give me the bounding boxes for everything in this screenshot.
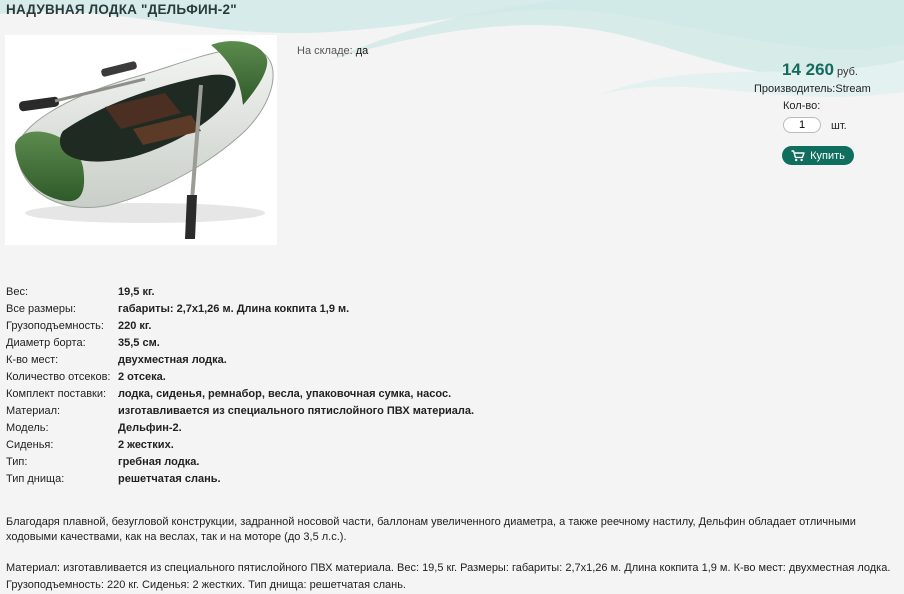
spec-key: Модель: xyxy=(6,421,49,434)
quantity-input[interactable] xyxy=(783,117,821,133)
spec-key: К-во мест: xyxy=(6,353,59,366)
spec-value: гребная лодка. xyxy=(118,455,200,468)
spec-key: Сиденья: xyxy=(6,438,54,451)
stock-value: да xyxy=(355,45,369,57)
spec-key: Тип днища: xyxy=(6,472,65,485)
price xyxy=(782,60,858,80)
spec-row xyxy=(6,436,474,453)
spec-value: 2 отсека. xyxy=(118,370,166,383)
spec-value: габариты: 2,7х1,26 м. Длина кокпита 1,9 м. xyxy=(118,302,350,315)
spec-key: Вес: xyxy=(6,285,29,298)
quantity-label: Кол-во: xyxy=(783,100,821,112)
spec-row xyxy=(6,283,474,300)
buy-panel xyxy=(730,58,904,168)
spec-key: Грузоподъемность: xyxy=(6,319,104,332)
spec-value: 2 жестких. xyxy=(118,438,174,451)
spec-row xyxy=(6,419,474,436)
spec-row xyxy=(6,368,474,385)
spec-key: Все размеры: xyxy=(6,302,76,315)
buy-button[interactable] xyxy=(782,146,854,165)
page-title: НАДУВНАЯ ЛОДКА "ДЕЛЬФИН-2" xyxy=(6,2,237,17)
specs-table xyxy=(6,283,474,487)
spec-value: 35,5 см. xyxy=(118,336,160,349)
spec-row xyxy=(6,385,474,402)
spec-value: Дельфин-2. xyxy=(118,421,182,434)
spec-value: лодка, сиденья, ремнабор, весла, упаковочная сумка, насос. xyxy=(118,387,452,400)
spec-row xyxy=(6,351,474,368)
inflatable-boat-illustration xyxy=(5,35,277,245)
product-image[interactable] xyxy=(5,35,277,245)
spec-value: изготавливается из специального пятислойного ПВХ материала. xyxy=(118,404,475,417)
spec-row xyxy=(6,402,474,419)
spec-row xyxy=(6,300,474,317)
stock-label: На складе: xyxy=(297,45,353,57)
manufacturer-label: Производитель: xyxy=(754,83,836,95)
spec-key: Диаметр борта: xyxy=(6,336,86,349)
product-summary: Материал: изготавливается из специального пятислойного ПВХ материала. Вес: 19,5 кг. Размеры: габариты: 2,7х1,26 м. Длина кокпита 1,9 м. К-во мест: двухместная лодка. Грузоподъемность: 220 кг. Сиденья: 2 жестких. Тип днища: решетчатая слань. xyxy=(6,562,891,591)
buy-label: Купить xyxy=(810,149,845,162)
manufacturer xyxy=(754,83,871,95)
product-description: Благодаря плавной, безугловой конструкции, задранной носовой части, баллонам увеличенного диаметра, а также реечному настилу, Дельфин обладает отличными ходовыми качествами, как на веслах, так и на моторе (до 3,5 л.с.). xyxy=(6,516,856,543)
spec-row xyxy=(6,334,474,351)
spec-key: Материал: xyxy=(6,404,61,417)
spec-value: 19,5 кг. xyxy=(118,285,155,298)
spec-key: Тип: xyxy=(6,455,28,468)
cart-icon xyxy=(791,150,805,162)
spec-value: 220 кг. xyxy=(118,319,152,332)
spec-row xyxy=(6,317,474,334)
spec-row xyxy=(6,453,474,470)
price-value: 14 260 xyxy=(782,60,834,79)
quantity-unit: шт. xyxy=(831,120,847,132)
price-currency: руб. xyxy=(837,66,858,78)
spec-key: Комплект поставки: xyxy=(6,387,107,400)
stock-status xyxy=(297,45,368,57)
spec-value: решетчатая слань. xyxy=(118,472,221,485)
spec-key: Количество отсеков: xyxy=(6,370,111,383)
spec-value: двухместная лодка. xyxy=(118,353,227,366)
spec-row xyxy=(6,470,474,487)
manufacturer-value: Stream xyxy=(835,83,871,95)
